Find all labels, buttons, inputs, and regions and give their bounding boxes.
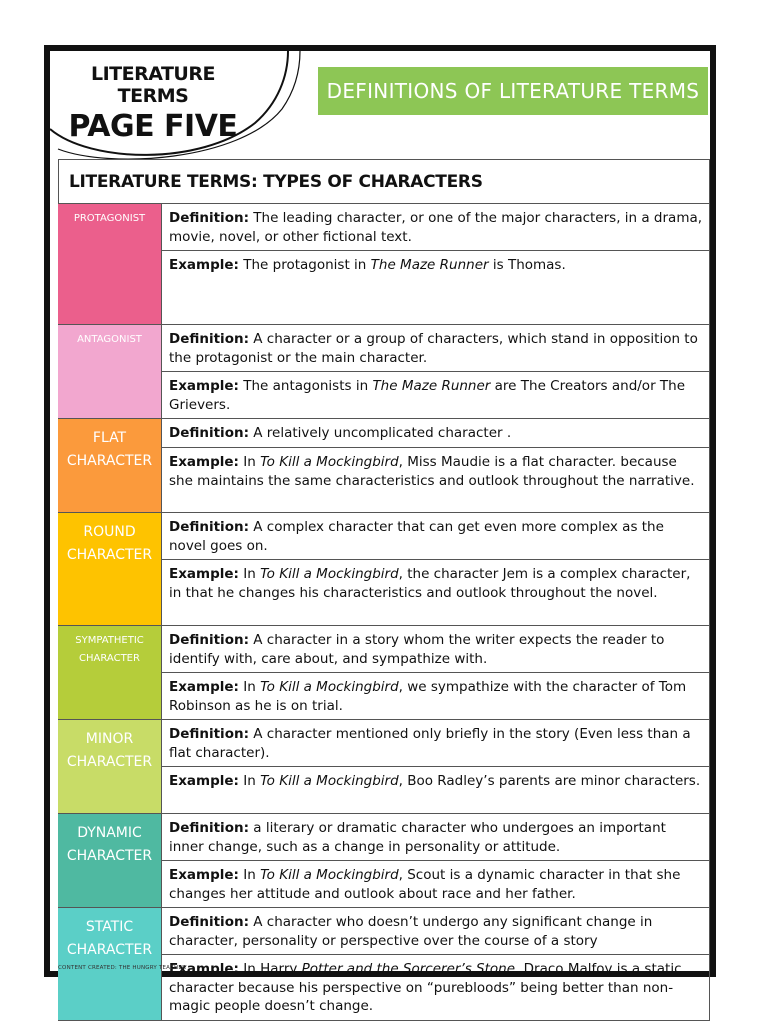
example-work-title: Potter and the Sorcerer’s Stone	[301, 961, 516, 977]
example-text-after: , Draco Malfoy is a static character because his perspective on “purebloods” being better than non-magic people doesn’t change.	[169, 961, 682, 1014]
example-label: Example:	[169, 961, 239, 977]
definition-label: Definition:	[169, 519, 249, 535]
example-work-title: To Kill a Mockingbird	[260, 867, 399, 883]
example-text-before: In Harry	[243, 961, 302, 977]
example-text-after: , the character Jem is a complex character, in that he changes his characteristics and outlook throughout the novel.	[169, 566, 691, 601]
example-text-after: , Scout is a dynamic character in that she changes her attitude and outlook about race and her father.	[169, 867, 681, 902]
example-label: Example:	[169, 867, 239, 883]
example-label: Example:	[169, 257, 239, 273]
definition-text: A character who doesn’t undergo any significant change in character, personality or perspective over the course of a story	[169, 914, 653, 949]
page-label-line2: PAGE FIVE	[68, 109, 238, 144]
term-name: STATIC CHARACTER	[58, 908, 161, 1020]
term-name: ROUND CHARACTER	[58, 513, 161, 625]
example-text-before: The protagonist in	[243, 257, 371, 273]
example-cell	[162, 559, 709, 606]
term-name: DYNAMIC CHARACTER	[58, 814, 161, 907]
term-name: MINOR CHARACTER	[58, 720, 161, 813]
definition-label: Definition:	[169, 632, 249, 648]
example-work-title: To Kill a Mockingbird	[260, 773, 399, 789]
example-text-before: In	[243, 679, 261, 695]
term-row	[58, 814, 710, 908]
terms-table	[58, 203, 710, 1021]
definition-cell	[162, 720, 709, 766]
example-work-title: To Kill a Mockingbird	[260, 566, 399, 582]
example-cell	[162, 954, 709, 1020]
example-text-before: The antagonists in	[243, 378, 373, 394]
term-row	[58, 419, 710, 513]
term-row	[58, 626, 710, 720]
example-text-before: In	[243, 454, 261, 470]
definition-label: Definition:	[169, 425, 249, 441]
definition-text: A character or a group of characters, which stand in opposition to the protagonist or the main character.	[169, 331, 698, 366]
example-text-before: In	[243, 867, 261, 883]
definition-text: A character in a story whom the writer expects the reader to identify with, care about, and sympathize with.	[169, 632, 665, 667]
term-name: ANTAGONIST	[58, 325, 161, 418]
term-name: FLAT CHARACTER	[58, 419, 161, 512]
example-cell	[162, 250, 709, 279]
example-work-title: To Kill a Mockingbird	[260, 454, 399, 470]
definition-label: Definition:	[169, 914, 249, 930]
example-cell	[162, 371, 709, 418]
definition-text: The leading character, or one of the major characters, in a drama, movie, novel, or other fictional text.	[169, 210, 703, 245]
term-name: SYMPATHETIC CHARACTER	[58, 626, 161, 719]
definition-text: a literary or dramatic character who undergoes an important inner change, such as a change in personality or attitude.	[169, 820, 666, 855]
term-row	[58, 513, 710, 626]
definition-cell	[162, 513, 709, 559]
example-text-after: , Boo Radley’s parents are minor characters.	[398, 773, 701, 789]
term-row	[58, 325, 710, 419]
worksheet-frame	[44, 45, 716, 1014]
definition-label: Definition:	[169, 331, 249, 347]
definition-text: A character mentioned only briefly in the story (Even less than a flat character).	[169, 726, 691, 761]
section-title: LITERATURE TERMS: TYPES OF CHARACTERS	[58, 159, 710, 203]
definition-label: Definition:	[169, 210, 249, 226]
definition-label: Definition:	[169, 820, 249, 836]
title-banner: DEFINITIONS OF LITERATURE TERMS	[318, 67, 708, 115]
definition-text: A complex character that can get even more complex as the novel goes on.	[169, 519, 664, 554]
example-cell	[162, 766, 709, 795]
term-row	[58, 720, 710, 814]
example-text-after: is Thomas.	[488, 257, 566, 273]
definition-label: Definition:	[169, 726, 249, 742]
example-text-after: , we sympathize with the character of Tom Robinson as he is on trial.	[169, 679, 687, 714]
term-row	[58, 204, 710, 325]
definition-cell	[162, 626, 709, 672]
example-cell	[162, 447, 709, 494]
example-text-before: In	[243, 566, 261, 582]
definition-cell	[162, 814, 709, 860]
example-cell	[162, 672, 709, 719]
example-work-title: To Kill a Mockingbird	[260, 679, 399, 695]
page-label	[68, 63, 238, 145]
definition-cell	[162, 204, 709, 250]
example-work-title: The Maze Runner	[370, 257, 489, 273]
example-text-after: are The Creators and/or The Grievers.	[169, 378, 686, 413]
definition-cell	[162, 419, 709, 447]
example-text-after: , Miss Maudie is a flat character. because she maintains the same characteristics and outlook throughout the narrative.	[169, 454, 695, 489]
definition-text: A relatively uncomplicated character .	[253, 425, 512, 441]
definition-cell	[162, 908, 709, 954]
example-label: Example:	[169, 566, 239, 582]
page-label-line1: LITERATURE TERMS	[91, 63, 215, 107]
example-label: Example:	[169, 679, 239, 695]
credit-text: CONTENT CREATED: THE HUNGRY TEACHER	[58, 965, 187, 971]
definition-cell	[162, 325, 709, 371]
example-work-title: The Maze Runner	[372, 378, 491, 394]
example-label: Example:	[169, 454, 239, 470]
term-name: PROTAGONIST	[58, 204, 161, 324]
example-label: Example:	[169, 773, 239, 789]
example-text-before: In	[243, 773, 261, 789]
example-label: Example:	[169, 378, 239, 394]
example-cell	[162, 860, 709, 907]
